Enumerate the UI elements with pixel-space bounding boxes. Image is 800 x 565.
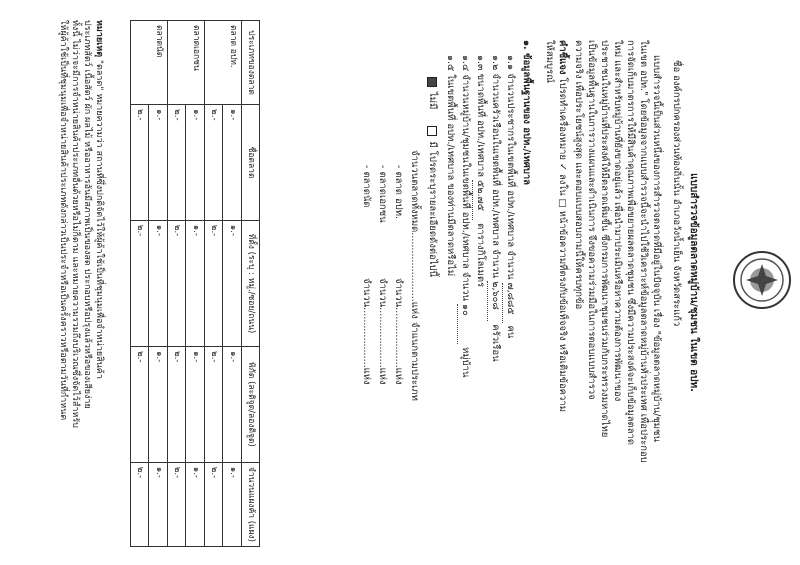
table-cell: ๒.- xyxy=(204,105,222,221)
col-stalls: จำนวนแผงค้า (แผง) xyxy=(241,462,259,546)
item-villages: ๑.๔ จำนวนหมู่บ้าน/ชุมชนในเขตพื้นที่ อปท./เทศบาล จำนวน ๑๐ หมู่บ้าน xyxy=(457,55,471,535)
section1-heading: ๑. ข้อมูลพื้นฐานของ อปท./เทศบาล xyxy=(521,40,532,186)
table-cell: ๒.- xyxy=(167,105,185,221)
table-cell: ๒.- xyxy=(130,347,148,463)
table-cell: ๒.- xyxy=(204,347,222,463)
emblem-logo xyxy=(732,250,792,310)
table-cell: ตลาดนัด xyxy=(130,21,167,105)
table-cell: ๒.- xyxy=(204,462,222,546)
page-title: แบบสำรวจข้อมูลตลาดหมู่บ้าน/ชุมชน ในเขต อปท. xyxy=(688,173,699,392)
table-cell: ๑.- xyxy=(186,347,204,463)
population-value: ๗,๘๘๕ xyxy=(502,283,516,323)
table-row xyxy=(223,21,241,547)
table-row xyxy=(186,21,204,547)
market-options xyxy=(425,75,438,535)
table-cell: ๒.- xyxy=(130,462,148,546)
has-market-checkbox[interactable] xyxy=(428,126,438,136)
table-cell: ตลาด อปท. xyxy=(204,21,241,105)
market-sub-2: - ตลาดเอกชน จำนวน....................แห่ง xyxy=(377,165,388,385)
market-table xyxy=(130,20,260,547)
col-market-type: ประเภทของตลาด xyxy=(241,21,259,105)
area-value: ๕๒.๗๕ xyxy=(472,180,486,220)
item-households: ๑.๒ จำนวนครัวเรือนในเขตพื้นที่ อปท./เทศบาล จำนวน ๒,๖๐๘ ครัวเรือน xyxy=(487,55,501,535)
instruction xyxy=(555,40,568,535)
document-page: แบบสำรวจข้อมูลตลาดหมู่บ้าน/ชุมชน ในเขต อปท. ชื่อ องค์กรปกครองส่วนท้องถิ่นนั้น อำเภอวังน้ำเย็น จังหวัดสระแก้ว แบบสำรวจนี้เป็นส่วนหนึ่งของการสำรวจตลาดที่มีอยู่ในปัจจุบัน เรื่อง "ข้อมูลตลาดหมู่บ้าน/ชุมชน ในเขต อปท." โดยข้อมูลจากแบบสำรวจนี้จะนำไปใช้วิเคราะห์ข้อมูลตลาดหมู่บ้านทั่วประเทศ เพื่อประกอบ การจัดเก็บมาตรการให้มีสินค้าคุณภาพเพื่อขยายผลตลาดชุมชน ซึ่งมีความประสงค์จะเก็บข้อมูลตลาด ใหม่ และสำหรับหมู่บ้านที่ยังขาดอยู่แล้ว เพื่อนำมาประเมินหรือหาความต้องการพัฒนาของ ประชาชนในหมู่บ้านที่ประสงค์ให้มีตลาดเพิ่มขึ้น ซึ่งกรมการพัฒนาชุมชนร่วมกับกระทรวงมหาดไทย เป็นข้อมูลพื้นฐานในการวางแผนและดำเนินการ จึงขอความร่วมมือในการตอบแบบสำรวจ ความจริง เพื่อประโยชน์สูงสุด และตอบแบบสอบถามนี้ให้ครบทุกข้อ คำชี้แจง โปรดทำเครื่องหมาย ✓ ลงใน □ หน้าข้อความที่ตรงกับข้อเท็จจริง หรือเติมข้อความ ให้สมบูรณ์ ๑. ข้อมูลพื้นฐานของ อปท./เทศบาล ๑.๑ จำนวนประชากรในเขตพื้นที่ อปท./เทศบาล จำนวน ๗,๘๘๕ คน ๑.๒ จำนวนครัวเรือนในเขตพื้นที่ อปท./เทศบาล จำนวน ๒,๖๐๘ ครัวเรือน ๑.๓ ขนาดพื้นที่ อปท./เทศบาล ๕๒.๗๕ ตารางกิโลเมตร ๑.๔ จำนวนหมู่บ้าน/ชุมชนในเขตพื้นที่ อปท./เทศบาล จำนวน ๑๐ หมู่บ้าน ๑.๕ ในเขตพื้นที่ อปท./เทศบาล ของท่านมีตลาดหรือไม่ ไม่มี มี โปรดระบุรายละเอียดดังต่อไปนี้ จำนวนตลาดทั้งหมด.......................แห่ง จำแนกตามประเภท - ตลาด อปท. จำนวน....................แห่ง - ตลาดเอกชน จำนวน....................แห่ง - ตลาดนัด จำนวน....................แห่ง ประเภทของตลาด ชื่อตลาด ที่ตั้ง (ระบุ : หมู่./ซอย/ถนน) พิกัด (ละติจูด/ลองติจูด) จำนวนแผงค้า (แผง) ตลาด อปท. ๑.- ๑.- ๑.- ๑.- ๒.- ๒.- ๒.- ๒.- ตลาดเอกชน ๑.- ๑.- ๑.- ๑.- ๒.- ๒.- ๒.- ๒.- ตลาดนัด ๑.- ๑.- ๑.- ๑.- ๒.- ๒.- ๒.- ๒.- หมายเหตุ "ตลาด" หมายความว่า สถานที่ซึ่งปกติจัดไว้ให้ผู้ค้าใช้เป็นที่ชุมนุมเพื่อจำหน่ายสินค้า ประเภทสัตว์ เนื้อสัตว์ ผัก ผลไม้ หรืออาหารอันมีสภาพเป็นของสด ประกอบหรือปรุงแล้วหรือของเสียง่าย ทั้งนี้ ไม่ว่าจะมีการจำหน่ายสินค้าประเภทอื่นด้วยหรือไม่ก็ตาม และหมายความรวมถึงบริเวณซึ่งจัดไว้สำหรับ ให้ผู้ค้าใช้เป็นที่ชุมนุมเพื่อจำหน่ายสินค้าประเภทดังกล่าวเป็นประจำหรือเป็นครั้งคราวหรือตามวันที่กำหนด xyxy=(0,0,800,565)
table-cell: ๑.- xyxy=(223,347,241,463)
table-cell: ๒.- xyxy=(167,347,185,463)
villages-value: ๑๐ xyxy=(457,304,471,344)
table-cell: ๑.- xyxy=(223,220,241,346)
table-cell: ๑.- xyxy=(149,220,167,346)
table-row xyxy=(149,21,167,547)
org-line: ชื่อ องค์กรปกครองส่วนท้องถิ่นนั้น อำเภอวังน้ำเย็น จังหวัดสระแก้ว xyxy=(671,60,682,327)
footnote-label: หมายเหตุ xyxy=(94,20,104,58)
item-has-market: ๑.๕ ในเขตพื้นที่ อปท./เทศบาล ของท่านมีตลาดหรือไม่ xyxy=(445,55,456,277)
item-population: ๑.๑ จำนวนประชากรในเขตพื้นที่ อปท./เทศบาล จำนวน ๗,๘๘๕ คน xyxy=(502,55,516,535)
instruction-label: คำชี้แจง xyxy=(557,40,568,75)
table-cell: ๑.- xyxy=(186,220,204,346)
footnote: หมายเหตุ "ตลาด" หมายความว่า สถานที่ซึ่งปกติจัดไว้ให้ผู้ค้าใช้เป็นที่ชุมนุมเพื่อจำหน่ายสินค้า ประเภทสัตว์ เนื้อสัตว์ ผัก ผลไม้ หรืออาหารอันมีสภาพเป็นของสด ประกอบหรือปรุงแล้วหรือของเสียง่าย ทั้งนี้ ไม่ว่าจะมีการจำหน่ายสินค้าประเภทอื่นด้วยหรือไม่ก็ตาม และหมายความรวมถึงบริเวณซึ่งจัดไว้สำหรับ ให้ผู้ค้าใช้เป็นที่ชุมนุมเพื่อจำหน่ายสินค้าประเภทดังกล่าวเป็นประจำหรือเป็นครั้งคราวหรือตามวันที่กำหนด xyxy=(57,20,104,428)
instruction-text-2: ให้สมบูรณ์ xyxy=(544,40,555,83)
no-market-checkbox[interactable] xyxy=(428,77,438,87)
table-cell: ๑.- xyxy=(149,347,167,463)
no-market-label: ไม่มี xyxy=(427,92,438,110)
col-coordinates: พิกัด (ละติจูด/ลองติจูด) xyxy=(241,347,259,463)
market-sub-1: - ตลาด อปท. จำนวน....................แห่ง xyxy=(393,165,404,385)
table-cell: ๑.- xyxy=(223,105,241,221)
table-cell: ๒.- xyxy=(167,462,185,546)
market-total: จำนวนตลาดทั้งหมด.......................แห่ง จำแนกตามประเภท xyxy=(409,150,420,401)
table-cell: ๑.- xyxy=(149,105,167,221)
market-sub-3: - ตลาดนัด จำนวน....................แห่ง xyxy=(361,165,372,385)
table-header-row xyxy=(241,21,259,547)
table-cell: ๒.- xyxy=(130,105,148,221)
item-area: ๑.๓ ขนาดพื้นที่ อปท./เทศบาล ๕๒.๗๕ ตารางกิโลเมตร xyxy=(472,55,486,535)
table-cell: ๒.- xyxy=(167,220,185,346)
table-cell: ๑.- xyxy=(186,105,204,221)
table-cell: ตลาดเอกชน xyxy=(167,21,204,105)
table-cell: ๒.- xyxy=(204,220,222,346)
households-value: ๒,๖๐๘ xyxy=(487,281,501,321)
table-cell: ๑.- xyxy=(186,462,204,546)
instruction-text: โปรดทำเครื่องหมาย ✓ ลงใน □ หน้าข้อความที่ตรงกับข้อเท็จจริง หรือเติมข้อความ xyxy=(557,77,568,412)
col-location: ที่ตั้ง (ระบุ : หมู่./ซอย/ถนน) xyxy=(241,220,259,346)
has-market-label: มี โปรดระบุรายละเอียดดังต่อไปนี้ xyxy=(427,141,438,278)
col-market-name: ชื่อตลาด xyxy=(241,105,259,221)
table-cell: ๒.- xyxy=(130,220,148,346)
table-cell: ๑.- xyxy=(149,462,167,546)
table-cell: ๑.- xyxy=(223,462,241,546)
